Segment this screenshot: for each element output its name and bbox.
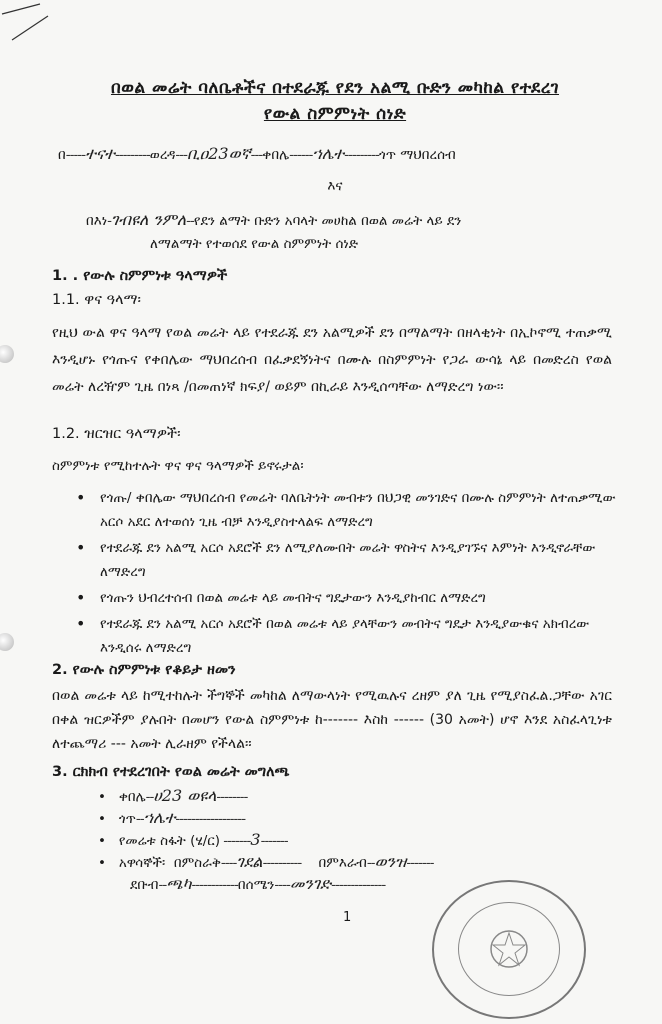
official-seal-stamp: [432, 880, 586, 1019]
party-line-2: ለማልማት የተወሰደ የውል ስምምነት ሰነድ: [150, 236, 359, 252]
list-item: • የተደራጁ ደን አልሚ አርሶ አደሮች በወል መሬቱ ላይ ያላቸውን መብትና ግዴታ እንዲያውቁና አክብረው እንዲሰሩ ለማድረግ: [70, 612, 620, 660]
got-field-value: ኀሌተ: [143, 808, 176, 827]
area-field-value: 3: [250, 830, 261, 849]
list-item: • የጎጡ/ ቀበሌው ማህበረሰብ የመሬት ባለቤትነት መብቱን በህጋዊ መንገድና በሙሉ ስምምነት ለተጠቃሚው አርሶ አደር ለተወሰነ ጊዜ ብቻ እንዲያስተላልፍ ለማድረግ: [70, 486, 620, 534]
got-label: ጎጥ ማህበረሰብ: [378, 147, 456, 163]
area-row: • የመሬቱ ስፋት (ሄ/ር) -------3-------: [98, 830, 288, 849]
group-name-handwritten: ገብዩለ ንምለ: [110, 210, 187, 229]
section1-heading: 1. . የውሉ ስምምነቱ ዓላማዎች: [52, 268, 228, 284]
section1-2-heading: 1.2. ዝርዝር ዓላማዎች፡: [52, 426, 181, 442]
section2-heading: 2. የውሉ ስምምነቱ የቆይታ ዘመን: [52, 662, 236, 678]
north-label: በሰሜን: [237, 877, 275, 893]
list-item: • የተደራጁ ደን አልሚ አርሶ አደሮች ደን ለሚያለሙበት መሬት ዋስትና እንዲያገኙና እምነት እንዲኖራቸው ለማድረግ: [70, 536, 620, 584]
location-prefix: በ: [58, 147, 66, 163]
west-label: በምእራብ: [318, 855, 367, 871]
south-north-row: ደቡብ--ጫካ------------በሰሜን----መንገድ--------------: [130, 874, 386, 893]
south-value: ጫካ: [166, 874, 192, 893]
neighbors-row: • አዋሳኞች፡ በምስራቅ----ገደል---------- በምእራብ--ወንዝ-------: [98, 852, 434, 871]
party-text: የደን ልማት ቡድን አባላት መሀከል በወል መሬት ላይ ደን: [193, 213, 462, 229]
kebele-handwritten: ቢዐ23ወኛ: [187, 144, 251, 163]
west-value: ወንዝ: [374, 852, 407, 871]
kebele-row: • ቀበሌ--ሀ23 ወዩላ--------: [98, 786, 248, 805]
east-label: በምስራቅ: [173, 855, 221, 871]
got-row: • ጎጥ--ኀሌተ------------------: [98, 808, 246, 827]
section2-text: በወል መሬቱ ላይ ከሚተከሉት ችግኞች መካከል ለማውላነት የሚዉሉና ረዘም ያለ ጊዜ የሚያስፈል.ጋቸው አገር በቀል ዝርዎችም ያሉበት በመሆን የውል ስምምነቱ ከ------- እስከ ------ (30 አመት) ሆኖ እንደ አስፈላጊነቱ ለተጨማሪ --- አመት ሊራዘም የችላል፡፡: [52, 688, 612, 752]
woreda-label: ወረዳ: [149, 147, 176, 163]
location-line: በ-----ተናተ---------ወረዳ---ቢዐ23ወኛ---ቀበሌ------ኀሌተ---------ጎጥ ማህበረሰብ: [58, 144, 456, 163]
area-field-label: የመሬቱ ስፋት (ሄ/ር): [118, 833, 220, 849]
north-value: መንገድ: [289, 874, 332, 893]
got-handwritten: ኀሌተ: [312, 144, 345, 163]
woreda-handwritten: ተናተ: [85, 144, 115, 163]
got-field-label: ጎጥ: [118, 811, 136, 827]
title-line-1: በወል መሬት ባለቤቶችና በተደራጁ የደን አልሚ ቡድን መካከል የተደረገ: [110, 78, 560, 98]
page-number: 1: [343, 910, 352, 925]
seal-emblem-icon: [484, 924, 534, 974]
section3-heading: 3. ርክክብ የተደረገበት የወል መሬት መግለጫ: [52, 764, 290, 780]
section1-1-text: የዚህ ውል ዋና ዓላማ የወል መሬት ላይ የተደራጁ ደን አልሚዎች ደን በማልማት በዘላቂነት በኢኮኖሚ ተጠቃሚ እንዲሆኑ የጎጡና የቀበሌው ማህበረሰብ በፈቃደኝነትና በሙሉ በስምምነት የጋራ ውሳኔ ላይ በመድረስ የወል መሬት ለረዥም ጊዜ በነጻ /በመጠነኛ ክፍያ/ ወይም በኪራይ እንዲሰጣቸው ለማድረግ ነው፡፡: [52, 325, 612, 395]
neighbors-label: አዋሳኞች፡: [118, 855, 166, 871]
party-prefix: በእነ: [86, 213, 108, 229]
kebele-field-label: ቀበሌ: [118, 789, 146, 805]
corner-scratch-mark: [0, 0, 60, 45]
section1-1-heading: 1.1. ዋና ዓላማ፡: [52, 292, 141, 308]
section1-2-intro: ስምምነቱ የሚከተሉት ዋና ዋና ዓላማዎች ይኖሩታል፡: [52, 458, 304, 474]
objectives-list: [70, 486, 620, 662]
punch-hole: [0, 345, 14, 363]
kebele-field-value: ሀ23 ወዩላ: [153, 786, 217, 805]
title-line-2: የውል ስምምነት ሰነድ: [263, 104, 407, 124]
and-text: እና: [327, 178, 343, 194]
punch-hole: [0, 633, 14, 651]
list-item: • የጎጡን ህብረተሰብ በወል መሬቱ ላይ መብትና ግዴታውን እንዲያከብር ለማድረግ: [70, 586, 620, 610]
south-label: ደቡብ: [130, 877, 159, 893]
kebele-label: ቀበሌ: [262, 147, 290, 163]
party-line-1: በእነ-ገብዩለ ንምለ--የደን ልማት ቡድን አባላት መሀከል በወል መሬት ላይ ደን: [86, 210, 462, 229]
east-value: ገደል: [236, 852, 263, 871]
